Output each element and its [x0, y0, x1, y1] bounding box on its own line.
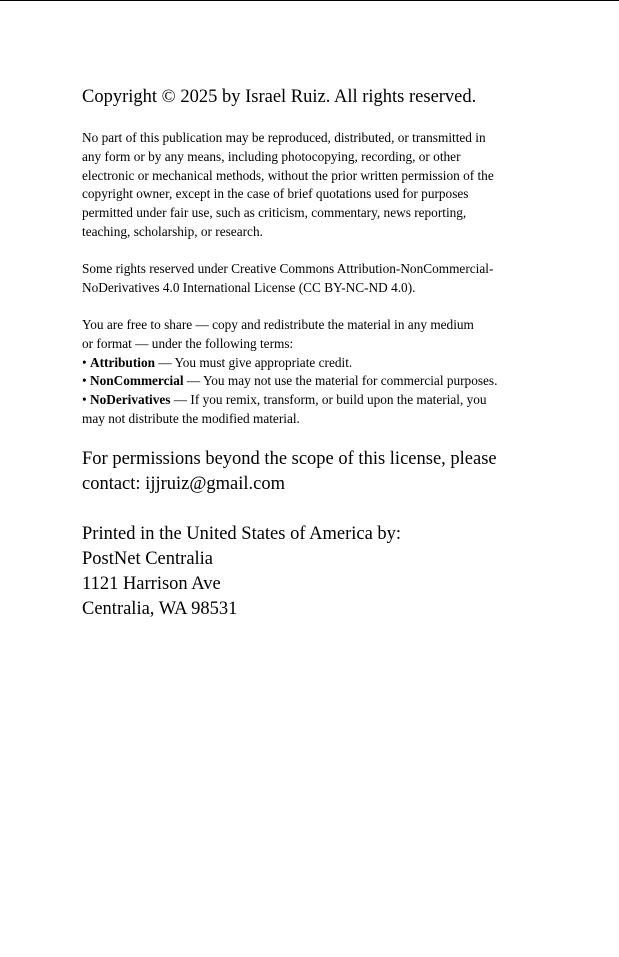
permissions-line: For permissions beyond the scope of this license, please: [82, 449, 497, 469]
copyright-line: Copyright © 2025 by Israel Ruiz. All rights reserved.: [82, 87, 477, 107]
share-intro-line: or format — under the following terms:: [82, 335, 294, 351]
bullet: •: [82, 354, 87, 370]
notice-line: any form or by any means, including photocopying, recording, or other: [82, 148, 461, 164]
notice-line: permitted under fair use, such as criticism, commentary, news reporting,: [82, 205, 467, 221]
license-line: Some rights reserved under Creative Commons Attribution-NonCommercial-: [82, 261, 494, 276]
notice-line: No part of this publication may be reproduced, distributed, or transmitted in: [82, 130, 486, 145]
printer-line: Printed in the United States of America by:: [82, 524, 402, 544]
notice-line: teaching, scholarship, or research.: [82, 223, 263, 239]
term-noncommercial: [82, 372, 542, 391]
term-continuation: may not distribute the modified material.: [82, 410, 300, 426]
bullet: •: [82, 373, 87, 389]
bullet: •: [82, 392, 87, 408]
license-line: NoDerivatives 4.0 International License (CC BY-NC-ND 4.0).: [82, 279, 416, 295]
top-rule: [0, 0, 619, 1]
printer-city: Centralia, WA 98531: [82, 599, 238, 619]
permissions-contact: [82, 447, 497, 497]
license-notice: [82, 260, 542, 298]
printer-info: [82, 522, 401, 622]
contact-line: contact: ijjruiz@gmail.com: [82, 474, 286, 494]
term-name: NonCommercial: [89, 373, 184, 389]
printer-name: PostNet Centralia: [82, 549, 214, 569]
notice-line: copyright owner, except in the case of brief quotations used for purposes: [82, 186, 469, 202]
notice-line: electronic or mechanical methods, without the prior written permission of the: [82, 167, 494, 183]
term-noderivatives: [82, 391, 542, 410]
share-intro-line: You are free to share — copy and redistribute the material in any medium: [82, 317, 474, 332]
printer-street: 1121 Harrison Ave: [82, 574, 221, 594]
term-name: Attribution: [89, 354, 155, 370]
term-text: — You may not use the material for commercial purposes.: [183, 373, 498, 389]
term-attribution: [82, 354, 542, 373]
term-text: — You must give appropriate credit.: [155, 354, 353, 370]
term-text: — If you remix, transform, or build upon the material, you: [170, 392, 487, 408]
share-terms: [82, 316, 542, 429]
reproduction-notice: [82, 129, 542, 242]
term-name: NoDerivatives: [89, 392, 171, 408]
